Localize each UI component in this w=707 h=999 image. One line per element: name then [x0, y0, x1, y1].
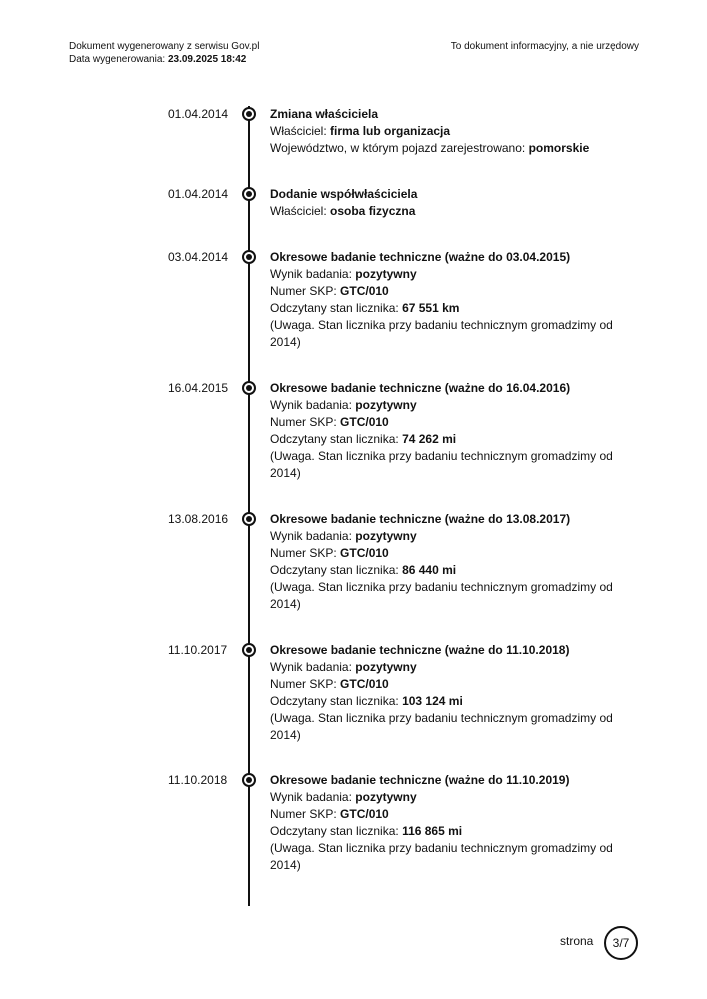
event-detail-label: Numer SKP:	[270, 807, 341, 821]
event-title: Okresowe badanie techniczne (ważne do 13.08.2017)	[270, 512, 571, 526]
page-label: strona	[560, 934, 594, 948]
event-detail	[270, 693, 615, 710]
event-date: 16.04.2015	[168, 381, 229, 395]
event-content	[270, 511, 615, 613]
event-detail-value: GTC/010	[340, 677, 389, 691]
event-detail	[270, 203, 615, 220]
event-detail-label: Odczytany stan licznika:	[270, 432, 403, 446]
event-detail	[270, 562, 615, 579]
event-detail-label: Odczytany stan licznika:	[270, 824, 403, 838]
event-content	[270, 106, 615, 157]
timeline-dot-icon	[242, 187, 256, 201]
event-title: Okresowe badanie techniczne (ważne do 16.04.2016)	[270, 381, 571, 395]
timeline-dot-icon	[242, 512, 256, 526]
event-detail	[270, 823, 615, 840]
event-date: 13.08.2016	[168, 512, 229, 526]
timeline-dot-icon	[242, 643, 256, 657]
event-title: Okresowe badanie techniczne (ważne do 11.10.2018)	[270, 643, 570, 657]
event-detail-value: 67 551 km	[402, 301, 460, 315]
event-detail	[270, 659, 615, 676]
event-note: (Uwaga. Stan licznika przy badaniu technicznym gromadzimy od 2014)	[270, 318, 613, 349]
event-detail-label: Wynik badania:	[270, 660, 356, 674]
event-title: Okresowe badanie techniczne (ważne do 03.04.2015)	[270, 250, 571, 264]
event-detail	[270, 806, 615, 823]
header-generated-label: Data wygenerowania:	[69, 54, 166, 65]
event-detail-value: pozytywny	[355, 790, 417, 804]
event-title: Zmiana właściciela	[270, 107, 379, 121]
event-detail	[270, 676, 615, 693]
timeline-dot-icon	[242, 773, 256, 787]
event-detail-value: pozytywny	[355, 529, 417, 543]
event-detail-label: Właściciel:	[270, 124, 331, 138]
event-content	[270, 642, 615, 744]
event-note: (Uwaga. Stan licznika przy badaniu technicznym gromadzimy od 2014)	[270, 449, 613, 480]
event-date: 11.10.2018	[168, 773, 228, 787]
event-detail-label: Województwo, w którym pojazd zarejestrowano:	[270, 141, 529, 155]
event-content	[270, 772, 615, 874]
page-number: 3/7	[604, 926, 638, 960]
event-detail-label: Odczytany stan licznika:	[270, 694, 403, 708]
event-detail-label: Wynik badania:	[270, 267, 356, 281]
event-detail-value: GTC/010	[340, 807, 389, 821]
event-date: 03.04.2014	[168, 250, 229, 264]
event-date: 11.10.2017	[168, 643, 228, 657]
event-note: (Uwaga. Stan licznika przy badaniu technicznym gromadzimy od 2014)	[270, 580, 613, 611]
event-detail	[270, 528, 615, 545]
event-detail-label: Wynik badania:	[270, 790, 356, 804]
event-note: (Uwaga. Stan licznika przy badaniu technicznym gromadzimy od 2014)	[270, 841, 613, 872]
event-detail-value: pozytywny	[355, 660, 417, 674]
event-detail-label: Właściciel:	[270, 204, 331, 218]
event-detail	[270, 266, 615, 283]
event-detail-value: pozytywny	[355, 267, 417, 281]
header-generated	[69, 53, 259, 66]
event-detail-label: Wynik badania:	[270, 398, 356, 412]
event-detail-value: GTC/010	[340, 284, 389, 298]
event-detail	[270, 397, 615, 414]
timeline-dot-icon	[242, 250, 256, 264]
event-detail-value: firma lub organizacja	[330, 124, 451, 138]
header-left	[69, 40, 259, 66]
event-detail-value: 86 440 mi	[402, 563, 457, 577]
event-detail-label: Odczytany stan licznika:	[270, 301, 403, 315]
event-detail	[270, 140, 615, 157]
event-title: Dodanie współwłaściciela	[270, 187, 418, 201]
event-content	[270, 380, 615, 482]
event-detail-label: Odczytany stan licznika:	[270, 563, 403, 577]
event-content	[270, 249, 615, 351]
event-content	[270, 186, 615, 220]
event-detail	[270, 545, 615, 562]
event-note: (Uwaga. Stan licznika przy badaniu technicznym gromadzimy od 2014)	[270, 711, 613, 742]
event-detail-label: Numer SKP:	[270, 677, 341, 691]
event-detail	[270, 414, 615, 431]
event-detail-label: Wynik badania:	[270, 529, 356, 543]
header-generated-value: 23.09.2025 18:42	[167, 54, 247, 65]
event-date: 01.04.2014	[168, 107, 229, 121]
header-source: Dokument wygenerowany z serwisu Gov.pl	[69, 41, 260, 52]
event-detail-value: 103 124 mi	[402, 694, 463, 708]
header-disclaimer: To dokument informacyjny, a nie urzędowy	[450, 41, 639, 52]
event-detail	[270, 300, 615, 317]
event-date: 01.04.2014	[168, 187, 229, 201]
event-detail-value: 74 262 mi	[402, 432, 457, 446]
event-detail-value: 116 865 mi	[402, 824, 463, 838]
timeline-dot-icon	[242, 381, 256, 395]
event-detail	[270, 123, 615, 140]
event-detail-value: pomorskie	[528, 141, 590, 155]
event-detail-label: Numer SKP:	[270, 415, 341, 429]
event-detail-label: Numer SKP:	[270, 546, 341, 560]
event-detail	[270, 431, 615, 448]
event-detail	[270, 789, 615, 806]
event-detail-value: osoba fizyczna	[330, 204, 416, 218]
timeline-dot-icon	[242, 107, 256, 121]
event-detail-value: GTC/010	[340, 415, 389, 429]
event-title: Okresowe badanie techniczne (ważne do 11.10.2019)	[270, 773, 570, 787]
event-detail	[270, 283, 615, 300]
event-detail-label: Numer SKP:	[270, 284, 341, 298]
event-detail-value: GTC/010	[340, 546, 389, 560]
event-detail-value: pozytywny	[355, 398, 417, 412]
